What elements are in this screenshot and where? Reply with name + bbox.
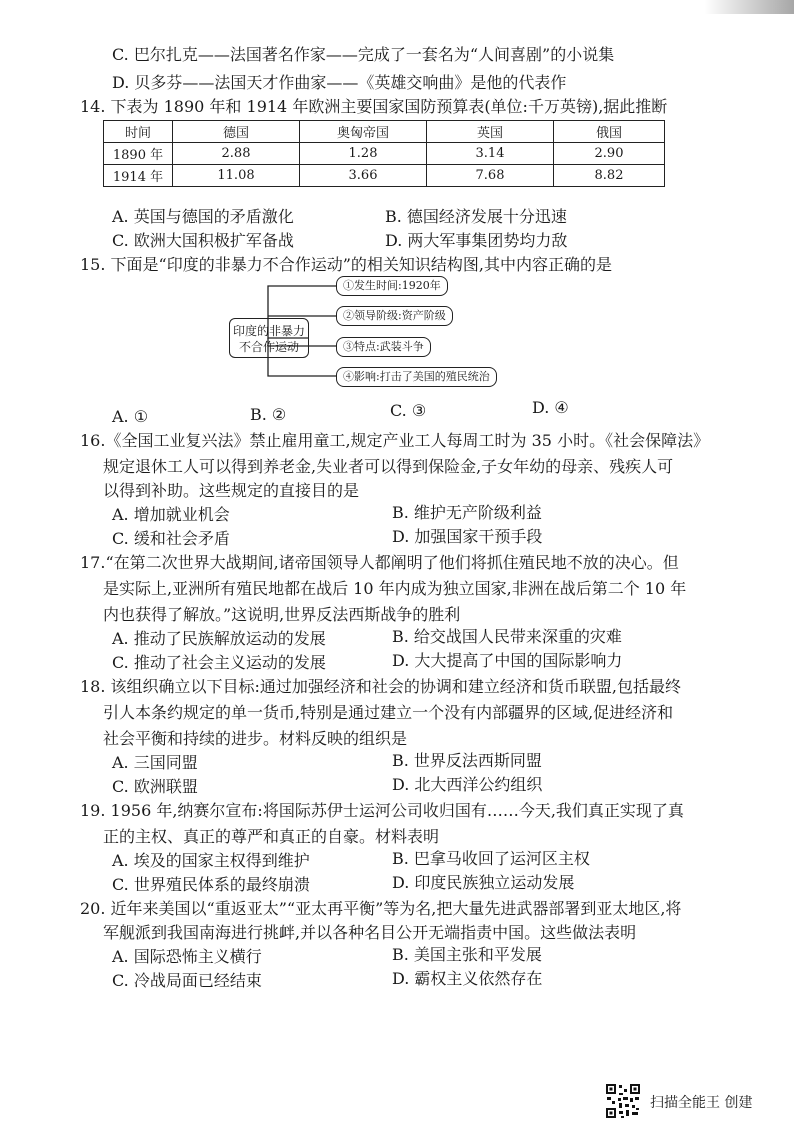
q18-line-2: 引人本条约规定的单一货币,特别是通过建立一个没有内部疆界的区域,促进经济和 bbox=[103, 703, 674, 722]
q19-option-d: D. 印度民族独立运动发展 bbox=[392, 873, 575, 892]
q16-line-1: 16.《全国工业复兴法》禁止雇用童工,规定产业工人每周工时为 35 小时。《社会保障法》 bbox=[80, 431, 710, 450]
q15-center-line1: 印度的非暴力 bbox=[232, 324, 305, 338]
q18-line-1: 18. 该组织确立以下目标:通过加强经济和社会的协调和建立经济和货币联盟,包括最终 bbox=[80, 677, 682, 696]
table-header-cell: 奥匈帝国 bbox=[300, 121, 427, 143]
q15-branch-4: ④影响:打击了美国的殖民统治 bbox=[336, 367, 497, 387]
q17-option-d: D. 大大提高了中国的国际影响力 bbox=[392, 651, 623, 670]
q14-option-b: B. 德国经济发展十分迅速 bbox=[385, 207, 567, 226]
q19-line-1: 19. 1956 年,纳赛尔宣布:将国际苏伊士运河公司收归国有……今天,我们真正实现了真 bbox=[80, 801, 684, 820]
q19-option-a: A. 埃及的国家主权得到维护 bbox=[112, 851, 310, 870]
qr-code-icon bbox=[605, 1083, 641, 1119]
q15-branch-1: ①发生时间:1920年 bbox=[336, 276, 448, 296]
table-cell: 7.68 bbox=[427, 165, 554, 187]
table-cell: 1914 年 bbox=[104, 165, 173, 187]
q15-connector-lines bbox=[0, 0, 794, 420]
table-header-cell: 时间 bbox=[104, 121, 173, 143]
q15-option-a: A. ① bbox=[112, 407, 149, 426]
q20-line-2: 军舰派到我国南海进行挑衅,并以各种名目公开无端指责中国。这些做法表明 bbox=[103, 923, 637, 942]
q17-option-b: B. 给交战国人民带来深重的灾难 bbox=[392, 627, 622, 646]
table-cell: 3.66 bbox=[300, 165, 427, 187]
q18-option-d: D. 北大西洋公约组织 bbox=[392, 775, 543, 794]
q18-option-a: A. 三国同盟 bbox=[112, 753, 198, 772]
table-cell: 2.90 bbox=[554, 143, 665, 165]
table-cell: 3.14 bbox=[427, 143, 554, 165]
q17-option-a: A. 推动了民族解放运动的发展 bbox=[112, 629, 326, 648]
q14-stem: 14. 下表为 1890 年和 1914 年欧洲主要国家国防预算表(单位:千万英镑),据此推断 bbox=[80, 97, 668, 116]
q20-option-a: A. 国际恐怖主义横行 bbox=[112, 947, 262, 966]
q17-option-c: C. 推动了社会主义运动的发展 bbox=[112, 653, 326, 672]
q14-option-d: D. 两大军事集团势均力敌 bbox=[385, 231, 568, 250]
q15-option-d: D. ④ bbox=[532, 398, 569, 417]
q13-option-c: C. 巴尔扎克——法国著名作家——完成了一套名为“人间喜剧”的小说集 bbox=[112, 45, 615, 64]
q18-option-b: B. 世界反法西斯同盟 bbox=[392, 751, 542, 770]
table-header-cell: 英国 bbox=[427, 121, 554, 143]
table-cell: 11.08 bbox=[173, 165, 300, 187]
scanner-watermark: 扫描全能王 创建 bbox=[650, 1095, 753, 1111]
table-cell: 1890 年 bbox=[104, 143, 173, 165]
q20-option-c: C. 冷战局面已经结束 bbox=[112, 971, 262, 990]
q16-option-c: C. 缓和社会矛盾 bbox=[112, 529, 230, 548]
q17-line-2: 是实际上,亚洲所有殖民地都在战后 10 年内成为独立国家,非洲在战后第二个 10 年 bbox=[103, 579, 687, 598]
q17-line-1: 17.“在第二次世界大战期间,诸帝国领导人都阐明了他们将抓住殖民地不放的决心。但 bbox=[80, 553, 679, 572]
table-cell: 8.82 bbox=[554, 165, 665, 187]
q20-option-b: B. 美国主张和平发展 bbox=[392, 945, 542, 964]
q15-option-c: C. ③ bbox=[390, 401, 427, 420]
q14-option-c: C. 欧洲大国积极扩军备战 bbox=[112, 231, 294, 250]
q20-option-d: D. 霸权主义依然存在 bbox=[392, 969, 543, 988]
table-cell: 1.28 bbox=[300, 143, 427, 165]
q19-line-2: 正的主权、真正的尊严和真正的自豪。材料表明 bbox=[103, 827, 440, 846]
q18-option-c: C. 欧洲联盟 bbox=[112, 777, 198, 796]
q20-line-1: 20. 近年来美国以“重返亚太”“亚太再平衡”等为名,把大量先进武器部署到亚太地区,将 bbox=[80, 899, 682, 918]
q16-option-a: A. 增加就业机会 bbox=[112, 505, 230, 524]
q19-option-b: B. 巴拿马收回了运河区主权 bbox=[392, 849, 590, 868]
q17-line-3: 内也获得了解放。”这说明,世界反法西斯战争的胜利 bbox=[103, 605, 461, 624]
q15-center-node bbox=[229, 318, 309, 358]
q15-branch-3: ③特点:武装斗争 bbox=[336, 337, 431, 357]
q15-branch-2: ②领导阶级:资产阶级 bbox=[336, 306, 453, 326]
q18-line-3: 社会平衡和持续的进步。材料反映的组织是 bbox=[103, 729, 408, 748]
q16-line-2: 规定退休工人可以得到养老金,失业者可以得到保险金,子女年幼的母亲、残疾人可 bbox=[103, 457, 674, 476]
q15-option-b: B. ② bbox=[250, 405, 287, 424]
q14-option-a: A. 英国与德国的矛盾激化 bbox=[112, 207, 294, 226]
table-header-cell: 德国 bbox=[173, 121, 300, 143]
table-header-cell: 俄国 bbox=[554, 121, 665, 143]
q16-option-d: D. 加强国家干预手段 bbox=[392, 527, 543, 546]
q16-option-b: B. 维护无产阶级利益 bbox=[392, 503, 542, 522]
q19-option-c: C. 世界殖民体系的最终崩溃 bbox=[112, 875, 310, 894]
q15-stem: 15. 下面是“印度的非暴力不合作运动”的相关知识结构图,其中内容正确的是 bbox=[80, 255, 612, 274]
q16-line-3: 以得到补助。这些规定的直接目的是 bbox=[103, 481, 360, 500]
table-cell: 2.88 bbox=[173, 143, 300, 165]
q15-center-line2: 不合作运动 bbox=[238, 340, 299, 354]
q13-option-d: D. 贝多芬——法国天才作曲家——《英雄交响曲》是他的代表作 bbox=[112, 73, 567, 92]
